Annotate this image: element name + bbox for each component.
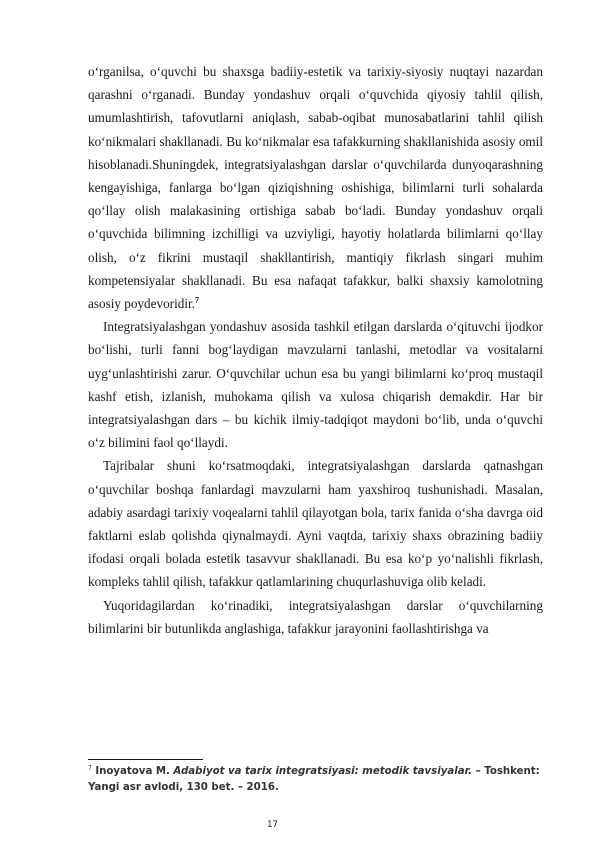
main-text [88, 60, 543, 640]
footnote-title: Adabiyot va tarix integratsiyasi: metodik tavsiyalar. [173, 766, 473, 777]
footnote-reference[interactable]: 7 [194, 295, 199, 305]
paragraph-1-text: o‘rganilsa, o‘quvchi bu shaxsga badiiy-estetik va tarixiy-siyosiy nuqtayi nazardan qarashni o‘rganadi. Bunday yondashuv orqali o‘quvchida qiyosiy tahlil qilish, umumlashtirish, tafovutlarni aniqlash, sabab-oqibat munosabatlarini tahlil qilish ko‘nikmalari shakllanadi. Bu ko‘nikmalar esa tafakkurning shakllanishida asosiy omil hisoblanadi.Shuningdek, integratsiyalashgan darslar o‘quvchilarda dunyoqarashning kengayishiga, fanlarga bo‘lgan qiziqishning oshishiga, bilimlarni turli sohalarda qo‘llay olish malakasining ortishiga sabab bo‘ladi. Bunday yondashuv orqali o‘quvchida bilimning izchilligi va uzviyligi, hayotiy holatlarda bilimlarni qo‘llay olish, o‘z fikrini mustaqil shakllantirish, mantiqiy fikrlash singari muhim kompetensiyalar shakllanadi. Bu esa nafaqat tafakkur, balki shaxsiy kamolotning asosiy poydevoridir. [88, 64, 543, 312]
paragraph-3: Tajribalar shuni ko‘rsatmoqdaki, integratsiyalashgan darslarda qatnashgan o‘quvchilar boshqa fanlardagi mavzularni ham yaxshiroq tushunishadi. Masalan, adabiy asardagi tarixiy voqealarni tahlil qilayotgan bola, tarix fanida o‘sha davrga oid faktlarni eslab qolishda qiynalmaydi. Ayni vaqtda, tarixiy shaxs obrazining badiiy ifodasi orqali bolada estetik tasavvur shakllanadi. Bu esa ko‘p yo‘nalishli fikrlash, kompleks tahlil qilish, tafakkur qatlamlarining chuqurlashuviga olib keladi. [88, 458, 543, 590]
footnote-publication: – Toshkent: Yangi asr avlodi, 130 bet. – 2016. [88, 766, 540, 793]
footnote-divider [88, 759, 203, 760]
paragraph-4: Yuqoridagilardan ko‘rinadiki, integratsiyalashgan darslar o‘quvchilarning bilimlarini bir butunlikda anglashiga, tafakkur jarayonini faollashtirishga va [88, 597, 543, 636]
paragraph-1 [88, 60, 543, 315]
footnote-number: 7 [88, 764, 92, 772]
footnote [88, 764, 543, 796]
page-number: 17 [267, 820, 278, 830]
footnote-author: Inoyatova M. [95, 766, 170, 777]
paragraph-2: Integratsiyalashgan yondashuv asosida tashkil etilgan darslarda o‘qituvchi ijodkor bo‘lishi, turli fanni bog‘laydigan mavzularni tanlashi, metodlar va vositalarni uyg‘unlashtirishi zarur. O‘quvchilar uchun esa bu yangi bilimlarni ko‘proq mustaqil kashf etish, izlanish, muhokama qilish va xulosa chiqarish demakdir. Har bir integratsiyalashgan dars – bu kichik ilmiy-tadqiqot maydoni bo‘lib, unda o‘quvchi o‘z bilimini faol qo‘llaydi. [88, 319, 543, 451]
